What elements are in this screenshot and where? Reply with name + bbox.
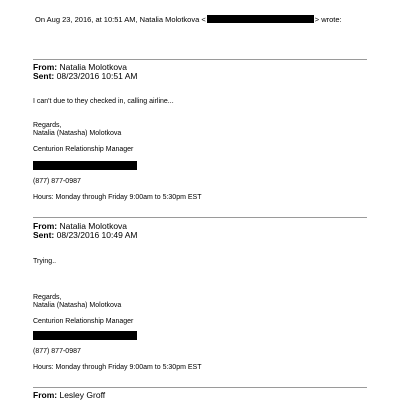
signature-hours: Hours: Monday through Friday 9:00am to 5:30pm EST [33, 194, 202, 201]
message-divider [33, 217, 367, 218]
from-value: Lesley Groff [59, 390, 106, 400]
quoted-reply-header [35, 15, 342, 24]
sent-value: 08/23/2016 10:51 AM [56, 71, 138, 81]
redacted-email [207, 15, 314, 23]
sent-label: Sent: [33, 71, 55, 81]
signature-name: Natalia (Natasha) Molotkova [33, 302, 122, 309]
signature-regards: Regards, [33, 294, 62, 301]
sent-value: 08/23/2016 10:49 AM [56, 230, 138, 240]
from-label: From: [33, 221, 58, 231]
message-sent [33, 231, 137, 241]
from-label: From: [33, 62, 58, 72]
signature-phone: (877) 877-0987 [33, 348, 81, 355]
message-divider [33, 59, 367, 60]
signature-name: Natalia (Natasha) Molotkova [33, 130, 122, 137]
from-value: Natalia Molotkova [59, 221, 128, 231]
redacted-block [33, 331, 137, 340]
quoted-reply-prefix: On Aug 23, 2016, at 10:51 AM, Natalia Molotkova < [35, 15, 206, 24]
message-from [33, 391, 105, 401]
from-label: From: [33, 390, 58, 400]
quoted-reply-suffix: > wrote: [314, 15, 342, 24]
signature-hours: Hours: Monday through Friday 9:00am to 5:30pm EST [33, 364, 202, 371]
from-value: Natalia Molotkova [59, 62, 128, 72]
message-body: I can't due to they checked in, calling airline... [33, 98, 174, 105]
redacted-block [33, 161, 137, 170]
signature-title: Centurion Relationship Manager [33, 146, 134, 153]
signature-title: Centurion Relationship Manager [33, 318, 134, 325]
message-body: Trying.. [33, 258, 57, 265]
signature-regards: Regards, [33, 122, 62, 129]
sent-label: Sent: [33, 230, 55, 240]
message-divider [33, 387, 367, 388]
signature-phone: (877) 877-0987 [33, 178, 81, 185]
message-sent [33, 72, 137, 82]
